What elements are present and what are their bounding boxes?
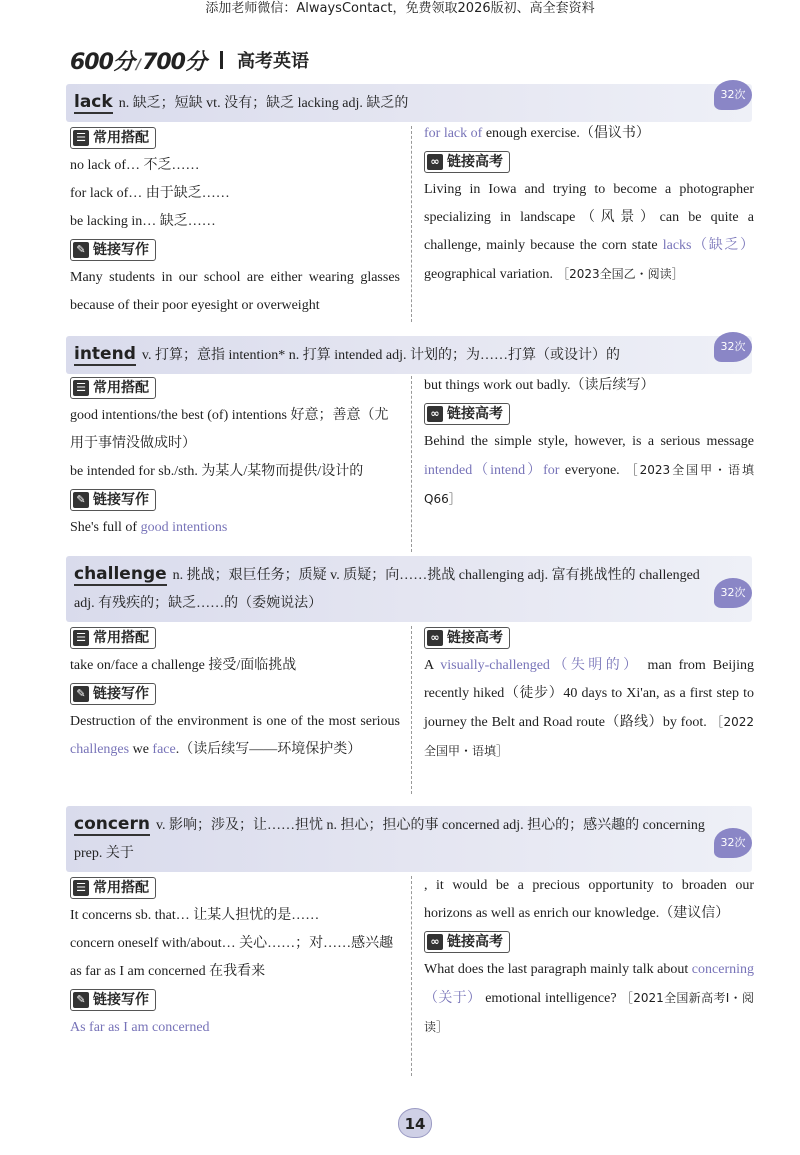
headword: lack <box>74 92 113 112</box>
collocation-item: as far as I am concerned 在我看来 <box>70 964 266 979</box>
entry-concern-right <box>424 872 754 1042</box>
frequency-badge: 32次 <box>714 828 752 858</box>
collocation-item: concern oneself with/about… 关心……；对……感兴趣 <box>70 936 394 951</box>
writing-example-cont: , it would be a precious opportunity to broaden our horizons as well as enrich our knowledge.（建议信） <box>424 878 754 921</box>
pen-icon: ✎ <box>73 686 89 702</box>
definition: n. 缺乏；短缺 vt. 没有；缺乏 lacking adj. 缺乏的 <box>118 96 409 111</box>
headword: challenge <box>74 564 167 584</box>
header-title: 高考英语 <box>237 51 309 72</box>
exam-label: ∞ 链接高考 <box>424 151 510 173</box>
brand-logo: 600分 /700分 <box>70 49 206 75</box>
frequency-badge: 32次 <box>714 80 752 110</box>
writing-example: Destruction of the environment is one of the most serious challenges we face.（读后续写——环境保护类） <box>70 714 400 757</box>
frequency-badge: 32次 <box>714 332 752 362</box>
writing-example-cont: but things work out badly.（读后续写） <box>424 378 655 393</box>
collocation-item: take on/face a challenge 接受/面临挑战 <box>70 658 297 673</box>
writing-example: Many students in our school are either wearing glasses because of their poor eyesight or overweight <box>70 270 400 313</box>
writing-example-cont: for lack of enough exercise.（倡议书） <box>424 126 650 141</box>
entry-concern-left <box>70 874 400 1042</box>
collocation-item: good intentions/the best (of) intentions 好意；善意（尤用于事情没做成时） <box>70 408 389 451</box>
header-divider <box>220 51 223 69</box>
collocation-item: be intended for sb./sth. 为某人/某物而提供/设计的 <box>70 464 364 479</box>
entry-lack-left <box>70 124 400 320</box>
frequency-badge: 32次 <box>714 578 752 608</box>
link-icon: ∞ <box>427 630 443 646</box>
list-icon: ☰ <box>73 130 89 146</box>
list-icon: ☰ <box>73 880 89 896</box>
column-divider <box>411 376 412 552</box>
collocation-label: ☰ 常用搭配 <box>70 377 156 399</box>
entry-head-lack <box>66 84 752 122</box>
column-divider <box>411 126 412 322</box>
entry-head-concern <box>66 806 752 872</box>
exam-example: Living in Iowa and trying to become a photographer specializing in landscape（风景）can be quite a challenge, mainly because the corn state lacks（缺乏） geographical variation. ［2023全国乙・阅读］ <box>424 182 754 282</box>
link-icon: ∞ <box>427 154 443 170</box>
exam-example: A visually-challenged（失明的） man from Beijing recently hiked（徒步）40 days to Xi'an, as a first step to journey the Belt and Road route（路线）by foot. ［2022全国甲・语填］ <box>424 658 754 758</box>
entry-intend-left <box>70 374 400 542</box>
link-icon: ∞ <box>427 406 443 422</box>
writing-label: ✎ 链接写作 <box>70 239 156 261</box>
writing-example: As far as I am concerned <box>70 1020 210 1035</box>
entry-head-intend <box>66 336 752 374</box>
column-divider <box>411 876 412 1076</box>
headword: concern <box>74 814 150 834</box>
exam-label: ∞ 链接高考 <box>424 627 510 649</box>
collocation-label: ☰ 常用搭配 <box>70 127 156 149</box>
entry-challenge-left <box>70 624 400 764</box>
list-icon: ☰ <box>73 380 89 396</box>
collocation-item: be lacking in… 缺乏…… <box>70 214 216 229</box>
collocation-item: for lack of… 由于缺乏…… <box>70 186 230 201</box>
top-note: 添加老师微信：AlwaysContact，免费领取2026版初、高全套资料 <box>205 1 595 16</box>
exam-example: What does the last paragraph mainly talk about concerning（关于） emotional intelligence? ［2021全国新高考Ⅰ・阅读］ <box>424 962 754 1034</box>
writing-label: ✎ 链接写作 <box>70 989 156 1011</box>
pen-icon: ✎ <box>73 492 89 508</box>
entry-intend-right <box>424 372 754 514</box>
definition: v. 影响；涉及；让……担忧 n. 担心；担心的事 concerned adj. 担心的；感兴趣的 concerning prep. 关于 <box>74 818 705 861</box>
entry-head-challenge <box>66 556 752 622</box>
link-icon: ∞ <box>427 934 443 950</box>
list-icon: ☰ <box>73 630 89 646</box>
collocation-item: no lack of… 不乏…… <box>70 158 200 173</box>
page-number: 14 <box>398 1108 432 1138</box>
collocation-label: ☰ 常用搭配 <box>70 877 156 899</box>
writing-label: ✎ 链接写作 <box>70 683 156 705</box>
exam-label: ∞ 链接高考 <box>424 931 510 953</box>
entry-challenge-right <box>424 624 754 766</box>
definition: v. 打算；意指 intention* n. 打算 intended adj. 计划的；为……打算（或设计）的 <box>141 348 621 363</box>
pen-icon: ✎ <box>73 242 89 258</box>
writing-example: She's full of good intentions <box>70 520 228 535</box>
collocation-label: ☰ 常用搭配 <box>70 627 156 649</box>
collocation-item: It concerns sb. that… 让某人担忧的是…… <box>70 908 320 923</box>
exam-example: Behind the simple style, however, is a serious message intended（intend）for everyone. ［2023全国甲・语填Q66］ <box>424 434 754 506</box>
definition: n. 挑战；艰巨任务；质疑 v. 质疑；向……挑战 challenging adj. 富有挑战性的 challenged adj. 有残疾的；缺乏……的（委婉说法） <box>74 568 700 611</box>
writing-label: ✎ 链接写作 <box>70 489 156 511</box>
exam-label: ∞ 链接高考 <box>424 403 510 425</box>
page-header <box>70 44 309 76</box>
pen-icon: ✎ <box>73 992 89 1008</box>
column-divider <box>411 626 412 794</box>
headword: intend <box>74 344 136 364</box>
entry-lack-right <box>424 120 754 289</box>
